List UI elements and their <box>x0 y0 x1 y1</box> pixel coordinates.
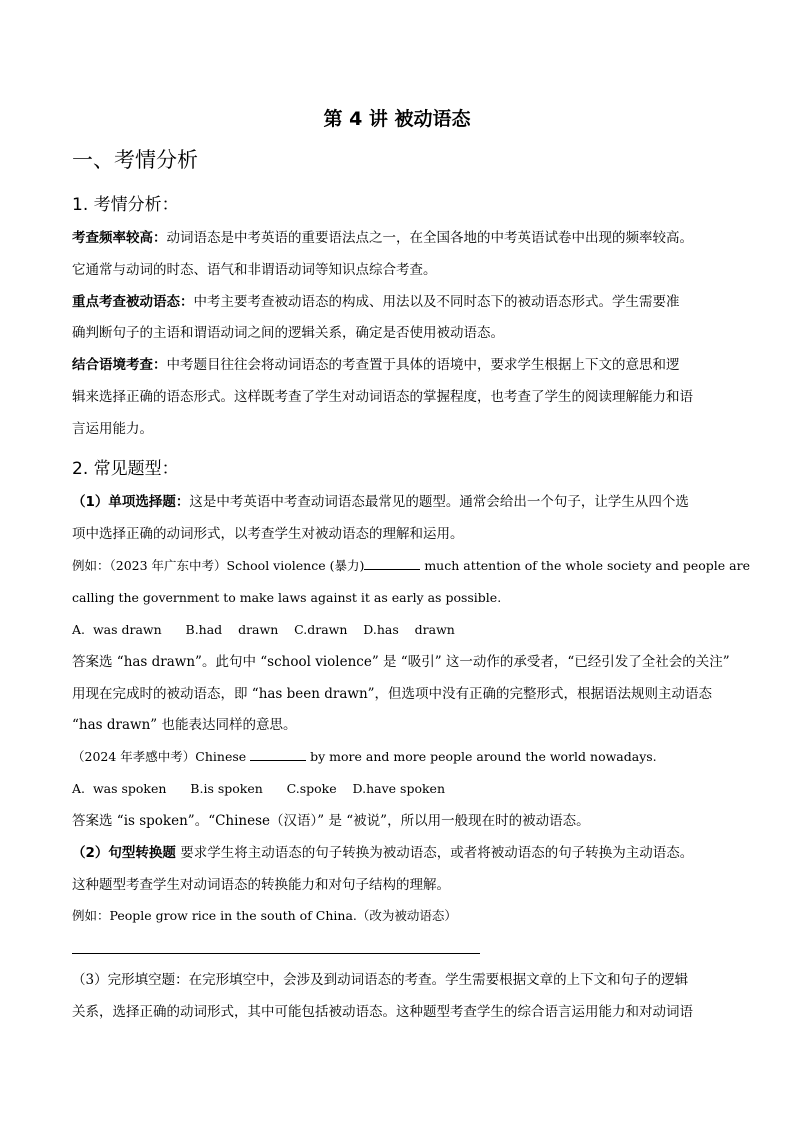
text-line: 在完形填空中，会涉及到动词语态的考查。学生需要根据文章的上下文和句子的逻辑 <box>188 972 689 988</box>
answer-blank <box>364 557 420 570</box>
question-type-label: （2）句型转换题 <box>72 845 176 861</box>
text-line: calling the government to make laws against it as early as possible. <box>72 590 502 605</box>
question-type-label: （1）单项选择题： <box>72 494 190 510</box>
text-line: 辑来选择正确的语态形式。这样既考查了学生对动词语态的掌握程度，也考查了学生的阅读理解能力和语 <box>72 389 693 405</box>
text-line: 项中选择正确的动词形式，以考查学生对被动语态的理解和运用。 <box>72 526 464 542</box>
answer-line <box>72 953 480 954</box>
example-text: much attention of the whole society and people are <box>420 558 750 573</box>
subsection-heading-types: 2. 常见题型： <box>72 459 179 479</box>
answer-blank <box>250 748 306 761</box>
question-type-cloze <box>72 970 688 990</box>
page-title: 第 4 讲 被动语态 <box>323 108 471 130</box>
paragraph-frequency <box>72 228 693 248</box>
text-line: 确判断句子的主语和谓语动词之间的逻辑关系，确定是否使用被动语态。 <box>72 325 504 341</box>
text-line: “has drawn” 也能表达同样的意思。 <box>72 717 297 733</box>
text-line: 中考主要考查被动语态的构成、用法以及不同时态下的被动语态形式。学生需要准 <box>193 294 680 310</box>
text-line: 它通常与动词的时态、语气和非谓语动词等知识点综合考查。 <box>72 262 437 278</box>
example-text: 例如：（2023 年广东中考）School violence (暴力) <box>72 558 365 573</box>
paragraph-focus <box>72 292 680 312</box>
subsection-heading-analysis: 1. 考情分析： <box>72 195 179 215</box>
example-sentence <box>72 556 750 576</box>
example-sentence <box>72 747 657 767</box>
question-type-transform <box>72 843 693 863</box>
answer-explanation: 答案选 “has drawn”。此句中 “school violence” 是 “吸引” 这一动作的承受者，“已经引发了全社会的关注” <box>72 654 730 670</box>
text-line: 言运用能力。 <box>72 421 153 437</box>
paragraph-label: 重点考查被动语态： <box>72 294 194 310</box>
question-type-label: （3）完形填空题： <box>72 972 189 988</box>
example-text: （2024 年孝感中考）Chinese <box>72 749 251 764</box>
answer-options: A. was spoken B.is spoken C.spoke D.have spoken <box>72 781 445 796</box>
text-line: 这是中考英语中考查动词语态最常见的题型。通常会给出一个句子，让学生从四个选 <box>189 494 689 510</box>
text-line: 要求学生将主动语态的句子转换为被动语态，或者将被动语态的句子转换为主动语态。 <box>175 845 694 861</box>
example-text: by more and more people around the world nowadays. <box>306 749 657 764</box>
question-type-choice <box>72 492 689 512</box>
text-line: 用现在完成时的被动语态，即 “has been drawn”，但选项中没有正确的完整形式，根据语法规则主动语态 <box>72 686 713 702</box>
example-sentence: 例如：People grow rice in the south of China.（改为被动语态） <box>72 908 457 923</box>
text-line: 动词语态是中考英语的重要语法点之一，在全国各地的中考英语试卷中出现的频率较高。 <box>166 230 693 246</box>
text-line: 这种题型考查学生对动词语态的转换能力和对句子结构的理解。 <box>72 877 450 893</box>
paragraph-label: 考查频率较高： <box>72 230 167 246</box>
section-heading: 一、考情分析 <box>72 148 198 172</box>
paragraph-label: 结合语境考查： <box>72 357 167 373</box>
text-line: 中考题目往往会将动词语态的考查置于具体的语境中，要求学生根据上下文的意思和逻 <box>166 357 680 373</box>
text-line: 关系，选择正确的动词形式，其中可能包括被动语态。这种题型考查学生的综合语言运用能力和对动词语 <box>72 1004 693 1020</box>
answer-options: A. was drawn B.had drawn C.drawn D.has drawn <box>72 622 455 637</box>
answer-explanation: 答案选 “is spoken”。“Chinese（汉语）” 是 “被说”，所以用一般现在时的被动语态。 <box>72 813 590 829</box>
paragraph-context <box>72 355 680 375</box>
